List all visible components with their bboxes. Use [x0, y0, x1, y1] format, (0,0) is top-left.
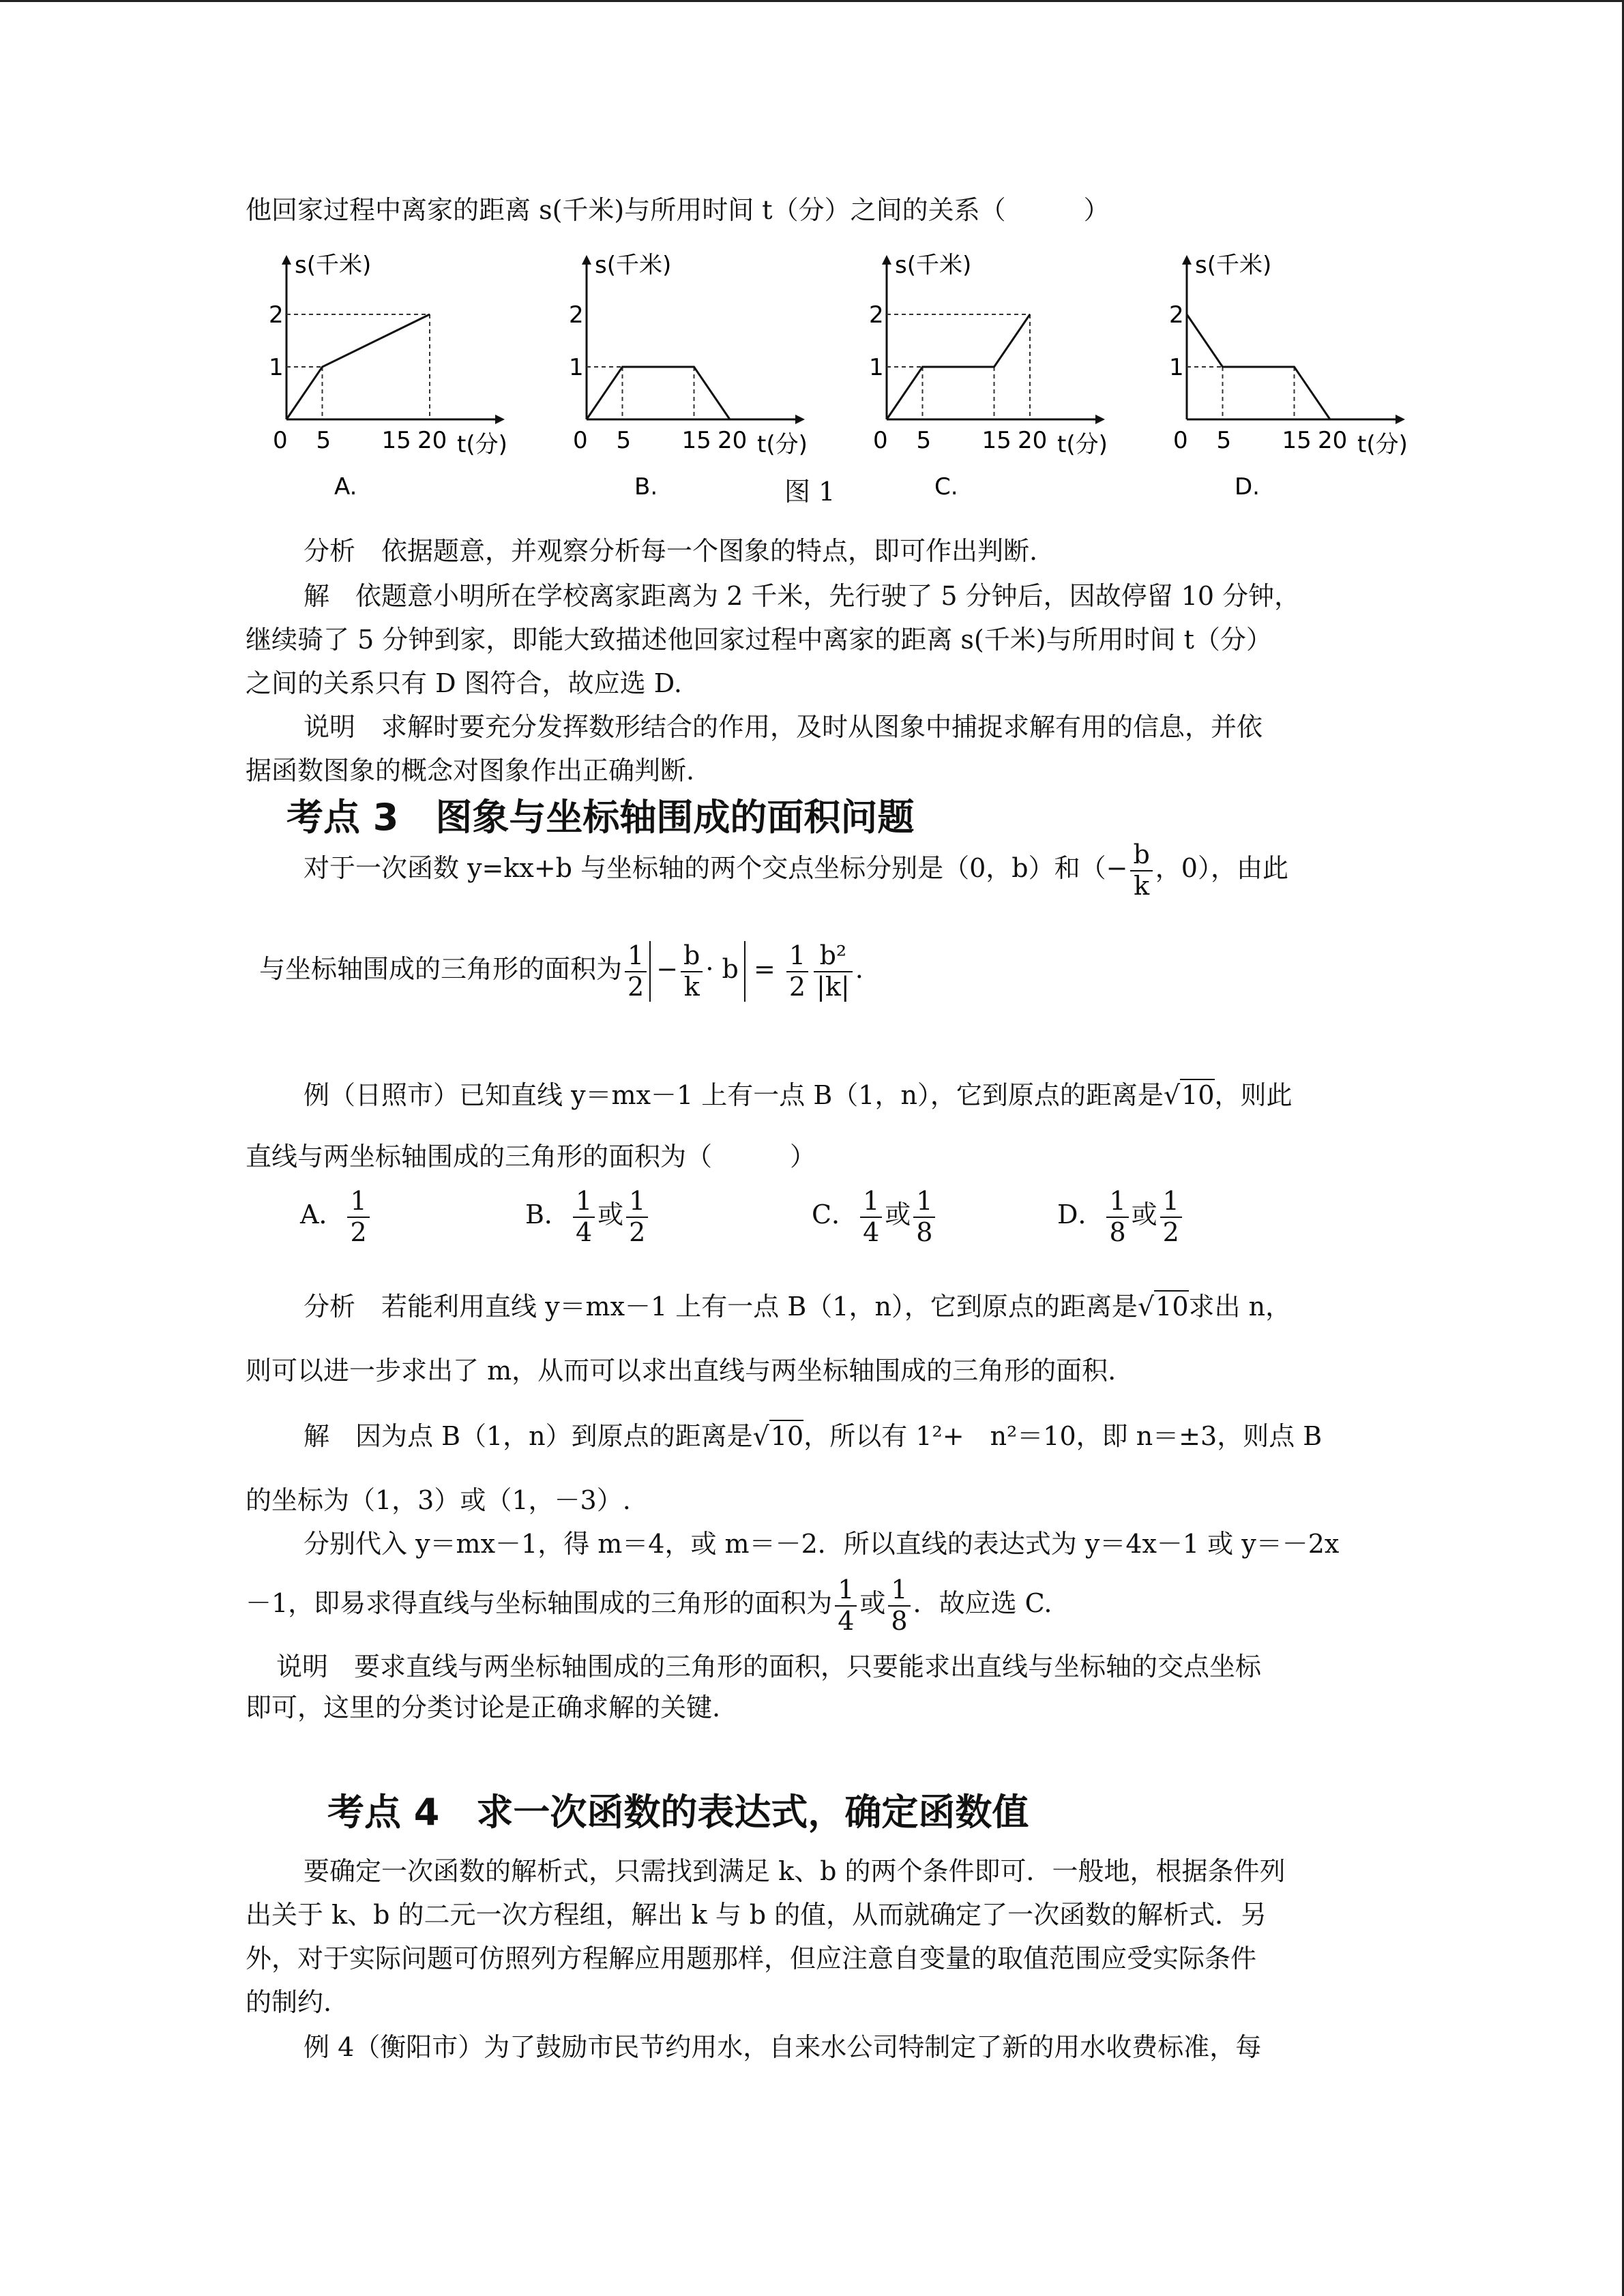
solution-line-1: 解 依题意小明所在学校离家距离为 2 千米，先行驶了 5 分钟后，因故停留 10 分钟，	[304, 581, 1301, 611]
x-axis-label: t(分)	[1357, 431, 1408, 458]
graph-option-label: C.	[934, 473, 958, 501]
graph-d	[1160, 245, 1432, 505]
y-axis-label: s(千米)	[595, 252, 672, 279]
formula-2-pre: 与坐标轴围成的三角形的面积为	[259, 954, 623, 985]
x-tick-label: 0	[573, 427, 588, 454]
x-axis-arrow	[495, 415, 505, 424]
graph-line	[1187, 314, 1330, 419]
x-tick-label: 20	[1318, 427, 1348, 454]
x-tick-label: 15	[981, 427, 1012, 454]
x-axis-arrow	[1095, 415, 1105, 424]
solution-2-line-4: －1，即易求得直线与坐标轴围成的三角形的面积为 $\frac{1}{4}$ 或 $\frac{1}{8}$ ．故应选 C.	[246, 1575, 1052, 1636]
x-tick-label: 0	[1173, 427, 1188, 454]
graph-line	[887, 314, 1030, 419]
solution-line-2: 继续骑了 5 分钟到家，即能大致描述他回家过程中离家的距离 s(千米)与所用时间 t（分）	[246, 625, 1272, 655]
formula-line-2: 与坐标轴围成的三角形的面积为 $\frac{1}{2}$ − $\frac{b}{k}$ · b = $\frac{1}{2}$ $\frac{\text{b²}}{|k|}$ .	[259, 940, 863, 1002]
x-axis-arrow	[795, 415, 805, 424]
x-tick-label: 0	[873, 427, 888, 454]
note-line-1: 说明 求解时要充分发挥数形结合的作用，及时从图象中捕捉求解有用的信息，并依	[304, 712, 1263, 742]
x-tick-label: 5	[316, 427, 331, 454]
example-4-line: 例 4（衡阳市）为了鼓励市民节约用水，自来水公司特制定了新的用水收费标准，每	[304, 2032, 1262, 2062]
analysis-2-line-2: 则可以进一步求出了 m，从而可以求出直线与两坐标轴围成的三角形的面积.	[246, 1356, 1117, 1386]
fraction-b-over-k: $\frac{b}{k}$	[1130, 840, 1152, 901]
option-c: C． $\frac{1}{4}$ 或 $\frac{1}{8}$	[812, 1187, 938, 1247]
y-axis-label: s(千米)	[1195, 252, 1272, 279]
y-axis-arrow	[582, 255, 591, 265]
x-axis-label: t(分)	[1057, 431, 1108, 458]
y-axis-label: s(千米)	[295, 252, 372, 279]
paragraph-4-line-1: 要确定一次函数的解析式，只需找到满足 k、b 的两个条件即可．一般地，根据条件列	[304, 1856, 1286, 1886]
y-axis-arrow	[1182, 255, 1192, 265]
section-heading-4: 考点 4 求一次函数的表达式，确定函数值	[327, 1791, 1029, 1834]
solution-line-3: 之间的关系只有 D 图符合，故应选 D.	[246, 668, 682, 698]
solution-2-line-3: 分别代入 y＝mx－1，得 m＝4，或 m＝－2．所以直线的表达式为 y＝4x－1 或 y＝－2x	[304, 1529, 1340, 1559]
x-axis-arrow	[1396, 415, 1405, 424]
paragraph-4-line-2: 出关于 k、b 的二元一次方程组，解出 k 与 b 的值，从而就确定了一次函数的解析式．另	[246, 1900, 1267, 1930]
fraction-one-half: $\frac{1}{2}$	[625, 941, 647, 1002]
option-b: B． $\frac{1}{4}$ 或 $\frac{1}{2}$	[525, 1187, 651, 1247]
option-a: A． $\frac{1}{2}$	[300, 1187, 372, 1247]
y-axis-arrow	[282, 255, 291, 265]
y-axis-arrow	[882, 255, 891, 265]
x-axis-label: t(分)	[757, 431, 808, 458]
x-tick-label: 5	[916, 427, 932, 454]
solution-2-line-1: 解 因为点 B（1，n）到原点的距离是√10，所以有 1²+ n²＝10，即 n＝±3，则点 B	[304, 1421, 1323, 1451]
graph-b	[559, 245, 832, 505]
graph-line	[587, 367, 730, 419]
page-border-top	[0, 0, 1624, 2]
graph-option-label: A.	[334, 473, 357, 501]
note-line-2: 据函数图象的概念对图象作出正确判断.	[246, 756, 695, 786]
note-2-line-2: 即可，这里的分类讨论是正确求解的关键.	[246, 1693, 721, 1723]
x-tick-label: 20	[718, 427, 748, 454]
absolute-value: − $\frac{b}{k}$ · b	[649, 941, 745, 1002]
fraction-bsq-over-absk: $\frac{\text{b²}}{|k|}$	[814, 941, 853, 1002]
example-line-1: 例（日照市）已知直线 y＝mx－1 上有一点 B（1，n），它到原点的距离是√10，则此	[304, 1080, 1293, 1110]
x-tick-label: 15	[381, 427, 411, 454]
note-2-line-1: 说明 要求直线与两坐标轴围成的三角形的面积，只要能求出直线与坐标轴的交点坐标	[276, 1652, 1262, 1682]
fraction-one-half-2: $\frac{1}{2}$	[786, 941, 808, 1002]
y-tick-label: 1	[269, 354, 284, 381]
x-tick-label: 20	[1018, 427, 1048, 454]
formula-1-post: ，0），由此	[1155, 853, 1288, 884]
y-tick-label: 2	[569, 301, 584, 329]
y-axis-label: s(千米)	[895, 252, 972, 279]
section-heading-3: 考点 3 图象与坐标轴围成的面积问题	[286, 796, 915, 839]
graph-a	[259, 245, 532, 505]
y-tick-label: 1	[869, 354, 884, 381]
solution-2-line-2: 的坐标为（1，3）或（1，－3）.	[246, 1485, 631, 1515]
formula-1-pre: 对于一次函数 y=kx+b 与坐标轴的两个交点坐标分别是（0，b）和（−	[304, 853, 1128, 884]
analysis-paragraph: 分析 依据题意，并观察分析每一个图象的特点，即可作出判断.	[304, 536, 1038, 566]
intro-line: 他回家过程中离家的距离 s(千米)与所用时间 t（分）之间的关系（ ）	[246, 195, 1110, 225]
graph-c	[859, 245, 1132, 505]
y-tick-label: 1	[569, 354, 584, 381]
paragraph-4-line-3: 外，对于实际问题可仿照列方程解应用题那样，但应注意自变量的取值范围应受实际条件	[246, 1943, 1257, 1973]
paragraph-4-line-4: 的制约.	[246, 1987, 332, 2017]
x-tick-label: 20	[417, 427, 447, 454]
y-tick-label: 2	[869, 301, 884, 329]
x-tick-label: 5	[616, 427, 632, 454]
graph-line	[286, 314, 430, 419]
analysis-2-line-1: 分析 若能利用直线 y＝mx－1 上有一点 B（1，n），它到原点的距离是√10求出 n，	[304, 1292, 1292, 1322]
formula-line-1	[304, 840, 1288, 901]
y-tick-label: 2	[1169, 301, 1184, 329]
x-tick-label: 5	[1216, 427, 1232, 454]
x-tick-label: 0	[273, 427, 288, 454]
figure-graphs	[259, 245, 1439, 505]
x-axis-label: t(分)	[457, 431, 507, 458]
option-d: D． $\frac{1}{8}$ 或 $\frac{1}{2}$	[1057, 1187, 1185, 1247]
example-line-2: 直线与两坐标轴围成的三角形的面积为（ ）	[246, 1142, 816, 1172]
y-tick-label: 1	[1169, 354, 1184, 381]
y-tick-label: 2	[269, 301, 284, 329]
x-tick-label: 15	[1282, 427, 1312, 454]
graph-option-label: D.	[1235, 473, 1260, 501]
sqrt-ten: 10	[1181, 1080, 1215, 1110]
graph-option-label: B.	[634, 473, 658, 501]
x-tick-label: 15	[681, 427, 711, 454]
figure-caption: 图 1	[784, 477, 836, 507]
